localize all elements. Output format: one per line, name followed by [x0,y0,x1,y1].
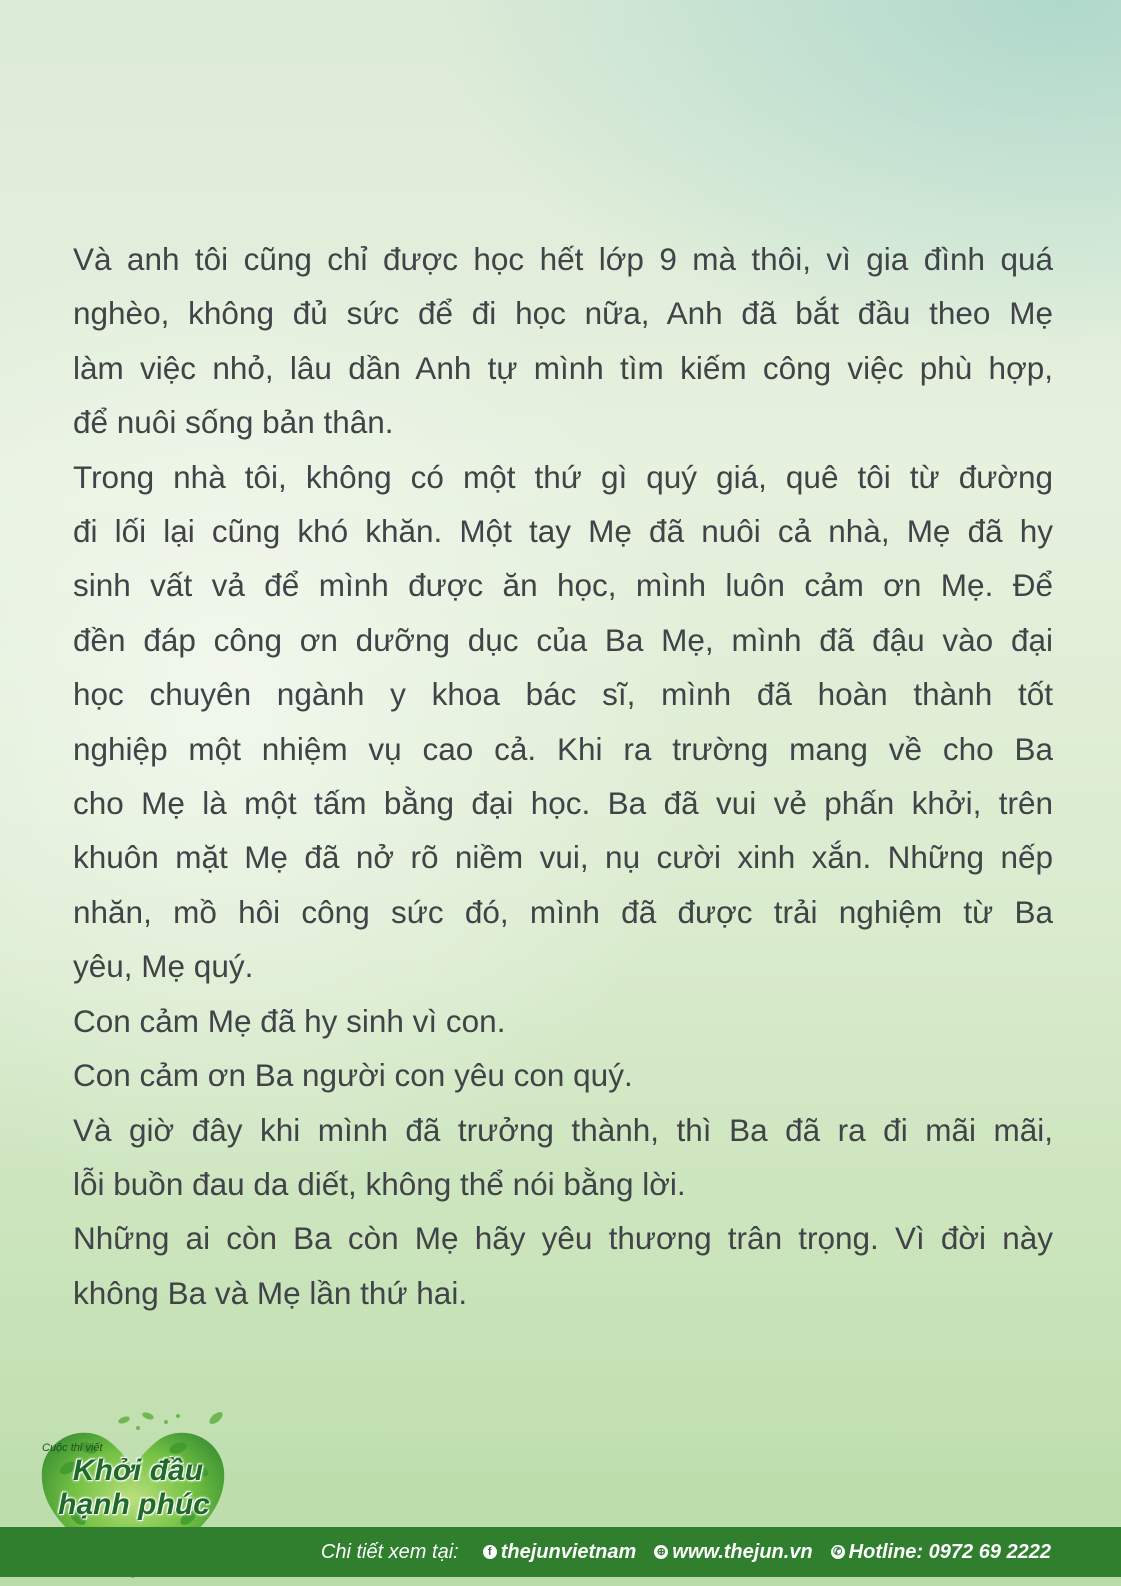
paragraph [73,450,1053,994]
footer-bar [0,1527,1121,1577]
text-line: Và anh tôi cũng chỉ được học hết lớp 9 mà thôi, vì gia đình quá [73,241,1053,277]
text-line: làm việc nhỏ, lâu dần Anh tự mình tìm kiếm công việc phù hợp, [73,349,1053,386]
footer-facebook[interactable] [483,1541,637,1564]
footer-hotline-text: Hotline: 0972 69 2222 [848,1540,1051,1563]
phone-icon: ✆ [831,1545,845,1559]
text-line: nghèo, không đủ sức để đi học nữa, Anh đã bắt đầu theo Mẹ [73,295,1053,332]
text-line: lỗi buồn đau da diết, không thể nói bằng lời. [73,1165,686,1202]
paragraph [73,232,1053,450]
footer-website-text: www.thejun.vn [672,1540,813,1563]
footer-lead: Chi tiết xem tại: [320,1540,459,1563]
article-body [73,232,1053,1320]
footer-website[interactable] [654,1541,812,1564]
text-line: nhăn, mồ hôi công sức đó, mình đã được trải nghiệm từ Ba [73,893,1053,930]
footer-hotline[interactable] [831,1541,1051,1564]
text-line: Con cảm ơn Ba người con yêu con quý. [73,1057,633,1094]
paragraph [73,1048,1053,1102]
text-line: không Ba và Mẹ lần thứ hai. [73,1274,468,1311]
text-line: nghiệp một nhiệm vụ cao cả. Khi ra trường mang về cho Ba [73,730,1053,767]
paragraph [73,1211,1053,1320]
paragraph [73,1103,1053,1212]
logo-title-line2: hạnh phúc [58,1488,210,1521]
text-line: đi lối lại cũng khó khăn. Một tay Mẹ đã nuôi cả nhà, Mẹ đã hy [73,513,1053,550]
footer-facebook-text: thejunvietnam [500,1540,637,1563]
footer-contact [321,1527,1051,1577]
text-line: cho Mẹ là một tấm bằng đại học. Ba đã vui vẻ phấn khởi, trên [73,785,1053,822]
text-line: yêu, Mẹ quý. [73,948,254,985]
text-line: sinh vất vả để mình được ăn học, mình luôn cảm ơn Mẹ. Để [73,567,1053,604]
globe-icon: ⊕ [654,1545,668,1559]
text-line: Những ai còn Ba còn Mẹ hãy yêu thương trân trọng. Vì đời này [73,1220,1053,1257]
logo-title-line1: Khởi đầu [72,1454,204,1487]
paragraph [73,994,1053,1048]
text-line: Con cảm Mẹ đã hy sinh vì con. [73,1002,506,1039]
text-line: khuôn mặt Mẹ đã nở rõ niềm vui, nụ cười xinh xắn. Những nếp [73,839,1053,876]
text-line: đền đáp công ơn dưỡng dục của Ba Mẹ, mình đã đậu vào đại [73,621,1053,658]
logo-subtitle: Cuộc thi viết [42,1442,103,1454]
text-line: để nuôi sống bản thân. [73,404,394,441]
facebook-icon: f [483,1545,497,1559]
text-line: Trong nhà tôi, không có một thứ gì quý giá, quê tôi từ đường [73,458,1053,495]
text-line: học chuyên ngành y khoa bác sĩ, mình đã hoàn thành tốt [73,676,1053,713]
text-line: Và giờ đây khi mình đã trưởng thành, thì Ba đã ra đi mãi mãi, [73,1111,1053,1148]
